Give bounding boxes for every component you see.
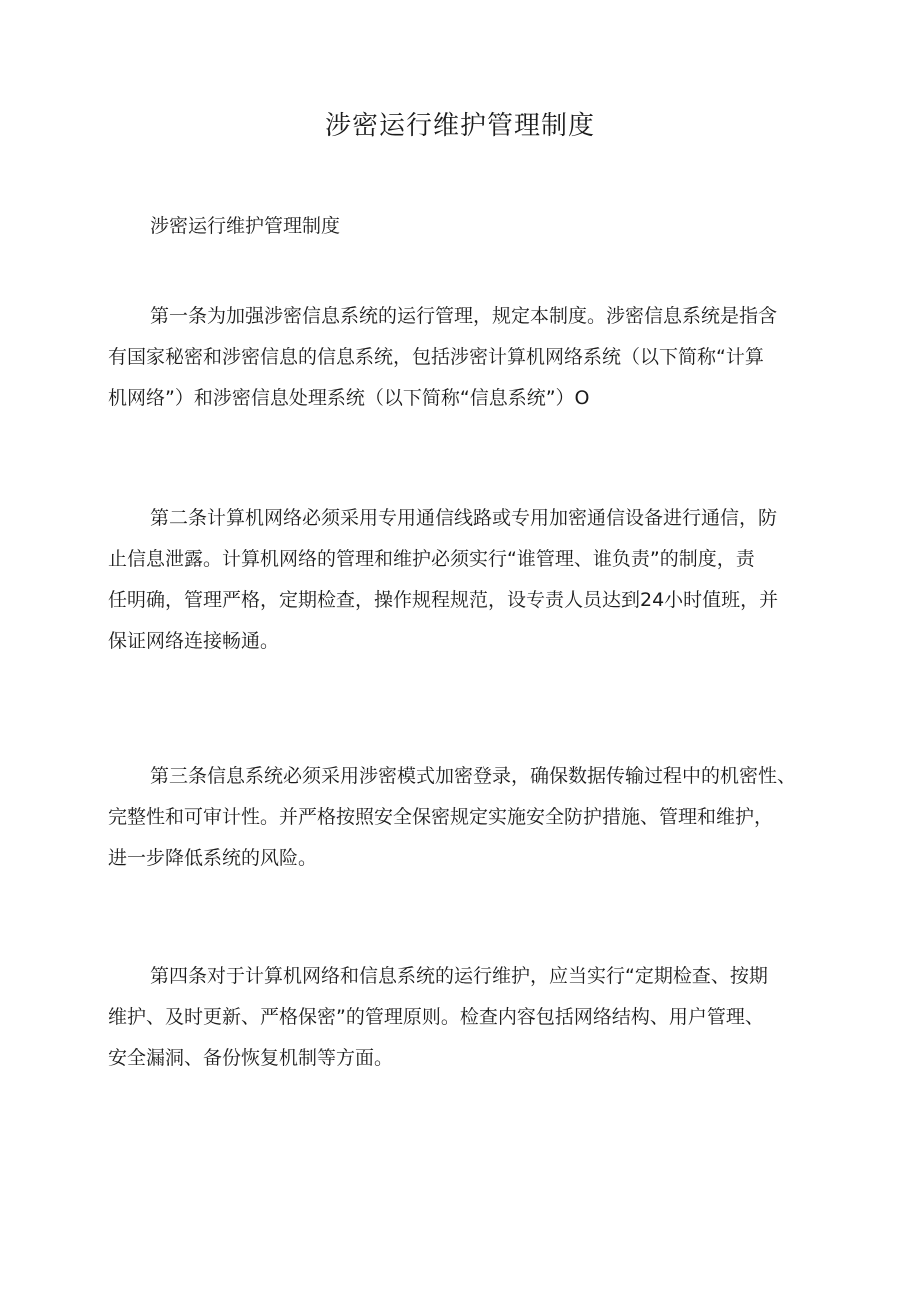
article-3-line-1: 第三条信息系统必须采用涉密模式加密登录，确保数据传输过程中的机密性、	[150, 765, 797, 787]
article-4-line-3: 安全漏洞、备份恢复机制等方面。	[108, 1047, 394, 1069]
article-3	[108, 756, 818, 879]
article-3-line-2: 完整性和可审计性。并严格按照安全保密规定实施安全防护措施、管理和维护，	[108, 806, 774, 828]
document-title: 涉密运行维护管理制度	[324, 111, 595, 141]
article-2-line-4: 保证网络连接畅通。	[108, 630, 280, 652]
article-4-line-2: 维护、及时更新、严格保密”的管理原则。检查内容包括网络结构、用户管理、	[108, 1006, 764, 1028]
article-4-line-1: 第四条对于计算机网络和信息系统的运行维护，应当实行“定期检查、按期	[150, 965, 768, 987]
article-1	[108, 296, 818, 419]
article-2-line-3: 任明确，管理严格，定期检查，操作规程规范，设专责人员达到24小时值班，并	[108, 589, 779, 611]
article-1-line-1: 第一条为加强涉密信息系统的运行管理，规定本制度。涉密信息系统是指含	[150, 305, 778, 327]
document-subtitle: 涉密运行维护管理制度	[150, 215, 341, 237]
article-1-line-3: 机网络”）和涉密信息处理系统（以下简称“信息系统”）O	[108, 387, 590, 409]
article-2	[108, 498, 818, 662]
article-2-line-1: 第二条计算机网络必须采用专用通信线路或专用加密通信设备进行通信，防	[150, 507, 778, 529]
article-2-line-2: 止信息泄露。计算机网络的管理和维护必须实行“谁管理、谁负责”的制度，责	[108, 548, 755, 570]
article-4	[108, 956, 818, 1079]
article-3-line-3: 进一步降低系统的风险。	[108, 847, 318, 869]
article-1-line-2: 有国家秘密和涉密信息的信息系统，包括涉密计算机网络系统（以下简称“计算	[108, 346, 764, 368]
